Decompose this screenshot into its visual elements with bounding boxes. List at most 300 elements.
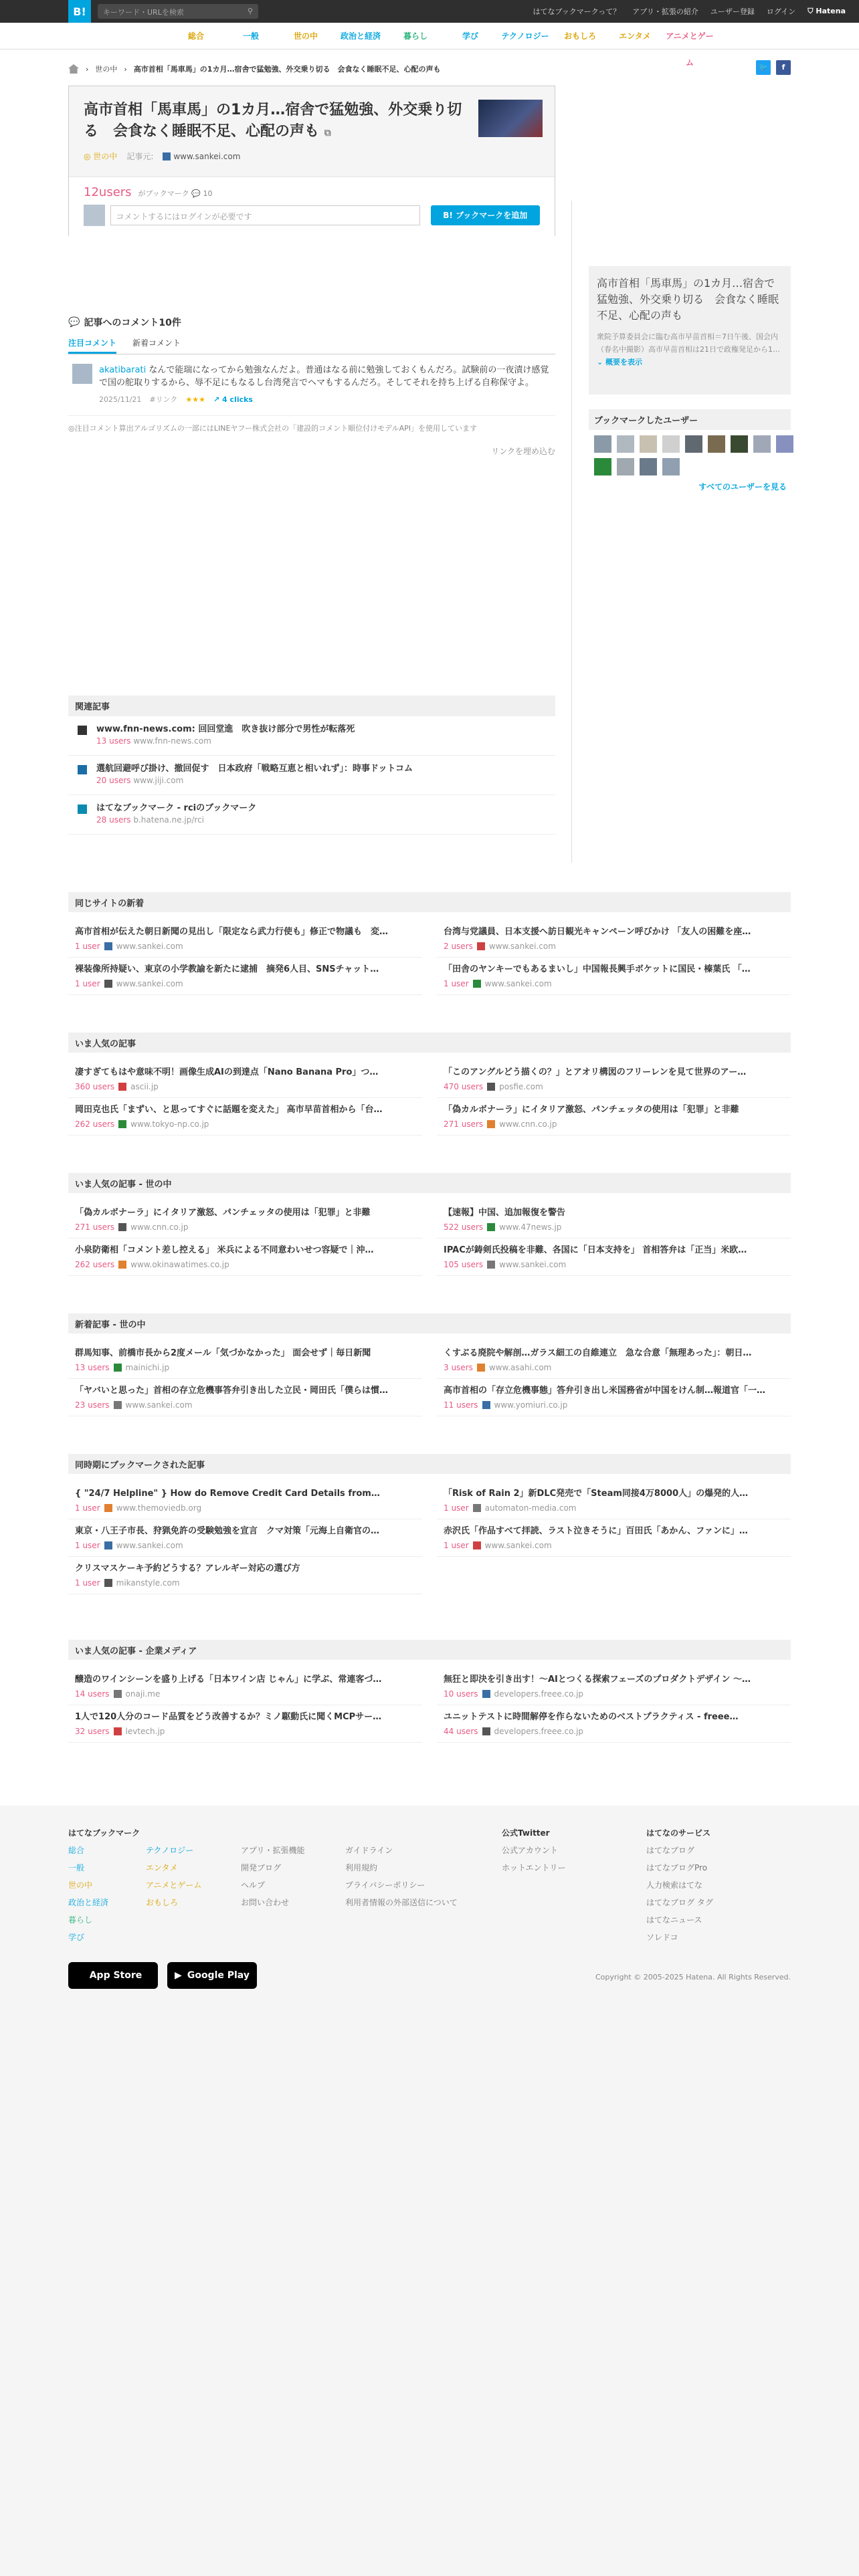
footer-link[interactable]: 開発ブログ — [241, 1863, 282, 1872]
footer-link[interactable]: ソレドコ — [646, 1933, 678, 1942]
comment-text: なんで能瑞になってから勉強なんだよ。普通はなる前に勉強しておくもんだろ。試験前の一夜漬け感覚で国の舵取りするから、辱不足にもなるし台湾発言でヘマもするんだろ。そしてそれを持ち上げる自称保守よ。 — [99, 365, 549, 388]
related-users[interactable]: 13 users — [96, 736, 131, 746]
algorithm-note: ◎注目コメント算出アルゴリズムの一部にはLINEヤフー株式会社の「建設的コメント順位付けモデルAPI」を使用しています — [68, 424, 478, 433]
footer-link[interactable]: 世の中 — [68, 1881, 93, 1890]
item-site[interactable]: www.sankei.com — [484, 1541, 552, 1550]
footer-link[interactable]: 総合 — [68, 1846, 85, 1855]
item-users[interactable]: 470 users — [444, 1082, 484, 1091]
footer-link[interactable]: はてなニュース — [646, 1915, 702, 1925]
item-site[interactable]: levtech.jp — [125, 1727, 165, 1736]
comment-link[interactable]: #リンク — [149, 395, 178, 404]
item-meta — [75, 1727, 415, 1736]
item-site[interactable]: www.yomiuri.co.jp — [494, 1400, 568, 1410]
user-avatar-grid — [589, 430, 791, 481]
entry-category[interactable]: ◎ 世の中 — [84, 152, 118, 161]
section-item[interactable] — [68, 1098, 422, 1136]
item-title[interactable]: 小泉防衛相「コメント差し控える」 米兵による不同意わいせつ容疑で｜沖… — [75, 1245, 374, 1255]
all-users-link[interactable]: すべてのユーザーを見る — [698, 482, 787, 492]
nav-login[interactable]: ログイン — [766, 7, 796, 16]
item-users[interactable]: 271 users — [444, 1119, 484, 1129]
footer-link[interactable]: お問い合わせ — [241, 1898, 290, 1907]
section-item[interactable] — [437, 1482, 791, 1519]
item-users[interactable]: 1 user — [75, 979, 100, 988]
footer-link[interactable]: アニメとゲーム — [146, 1881, 202, 1890]
search-icon[interactable]: ⚲ — [247, 7, 253, 15]
item-site[interactable]: www.okinawatimes.co.jp — [130, 1260, 229, 1269]
item-title[interactable]: 「Risk of Rain 2」新DLC発売で「Steam同接4万8000人」の爆発的人… — [444, 1489, 749, 1499]
footer-link[interactable]: ガイドライン — [345, 1846, 393, 1855]
item-meta — [444, 942, 784, 951]
item-title[interactable]: くすぶる廃院や解剖…ガラス細工の自維連立 急な合意「無理あった」：朝日… — [444, 1348, 752, 1358]
comment-date[interactable]: 2025/11/21 — [99, 395, 142, 404]
item-title[interactable]: 「ヤバいと思った」首相の存立危機事答弁引き出した立民・岡田氏「僕らは慣… — [75, 1386, 389, 1396]
category-nav — [0, 23, 859, 68]
source-label: 記事元: — [126, 152, 154, 161]
user-avatar[interactable] — [617, 458, 634, 475]
section-item[interactable] — [68, 1668, 422, 1705]
breadcrumb-title: 高市首相「馬車馬」の1カ月…宿舎で猛勉強、外交乗り切る 会食なく睡眠不足、心配の声も — [133, 65, 441, 74]
footer-link[interactable]: プライバシーポリシー — [345, 1881, 425, 1890]
category-tab[interactable]: 政治と経済 — [340, 31, 381, 41]
footer-link[interactable]: はてなブログPro — [646, 1863, 708, 1872]
footer-link[interactable]: はてなブログ — [646, 1846, 695, 1855]
item-site[interactable]: onaji.me — [125, 1689, 161, 1699]
site-favicon-icon — [118, 1223, 126, 1231]
section-item[interactable] — [68, 958, 422, 995]
section-item[interactable] — [68, 1061, 422, 1098]
item-site[interactable]: developers.freee.co.jp — [494, 1689, 584, 1699]
item-meta — [444, 1363, 784, 1372]
sidebar-desc-text: 衆院予算委員会に臨む高市早苗首相＝7日午後、国会内（春名中撮影）高市早苗首相は21日で政権発足から1… — [597, 332, 780, 354]
related-item[interactable] — [68, 716, 555, 756]
footer-col-services — [646, 1824, 713, 1946]
entry-thumbnail[interactable] — [478, 100, 543, 137]
search-input[interactable] — [98, 4, 258, 19]
item-users[interactable]: 23 users — [75, 1400, 110, 1410]
footer-col-categories — [146, 1842, 201, 1911]
item-site[interactable]: www.sankei.com — [499, 1260, 567, 1269]
item-users[interactable]: 1 user — [444, 1503, 469, 1513]
item-site[interactable]: developers.freee.co.jp — [494, 1727, 584, 1736]
user-avatar[interactable] — [594, 435, 611, 453]
item-site[interactable]: www.cnn.co.jp — [130, 1222, 189, 1232]
hatena-bookmark-logo[interactable]: B! — [68, 0, 91, 23]
related-section — [68, 695, 555, 835]
item-title[interactable]: 群馬知事、前橋市長から2度メール「気づかなかった」 面会せず｜毎日新聞 — [75, 1348, 371, 1358]
section-item[interactable] — [437, 1201, 791, 1239]
footer-link[interactable]: アプリ・拡張機能 — [241, 1846, 305, 1855]
footer-link[interactable]: おもしろ — [146, 1898, 179, 1907]
item-users[interactable]: 1 user — [75, 942, 100, 951]
section-item[interactable] — [437, 920, 791, 958]
entry-users — [84, 185, 540, 199]
item-meta — [444, 1689, 784, 1699]
footer-col-title: 公式Twitter — [502, 1828, 550, 1838]
comment-user[interactable]: akatibarati — [99, 365, 147, 375]
item-title[interactable]: 無狂と即決を引き出す！～AIとつくる探索フェーズのプロダクトデザイン 〜… — [444, 1675, 751, 1685]
site-favicon-icon — [104, 1504, 112, 1512]
item-users[interactable]: 1 user — [444, 1541, 469, 1550]
twitter-share-icon[interactable]: 🐦 — [756, 60, 771, 75]
user-avatar[interactable] — [640, 458, 657, 475]
item-users[interactable]: 11 users — [444, 1400, 478, 1410]
item-meta — [444, 1400, 784, 1410]
user-avatar[interactable] — [731, 435, 748, 453]
google-play-badge[interactable] — [167, 1962, 257, 1989]
item-users[interactable]: 13 users — [75, 1363, 110, 1372]
item-site[interactable]: www.cnn.co.jp — [499, 1119, 557, 1129]
item-site[interactable]: www.sankei.com — [125, 1400, 193, 1410]
item-users[interactable]: 1 user — [444, 979, 469, 988]
section-item[interactable] — [437, 1239, 791, 1276]
site-favicon-icon — [473, 980, 481, 988]
section-item[interactable] — [68, 1379, 422, 1416]
avatar — [84, 205, 105, 226]
footer-link[interactable]: 暮らし — [68, 1915, 93, 1925]
item-title[interactable]: 「偽カルボナーラ」にイタリア激怒、パンチェッタの使用は「犯罪」と非難 — [75, 1208, 371, 1218]
footer — [0, 1806, 859, 2576]
related-site[interactable]: b.hatena.ne.jp/rci — [133, 815, 204, 825]
item-site[interactable]: www.themoviedb.org — [116, 1503, 202, 1513]
item-meta — [75, 1503, 415, 1513]
hatena-brand[interactable]: ⛉ Hatena — [807, 7, 846, 15]
sidebar-title[interactable]: 高市首相「馬車馬」の1カ月…宿舎で猛勉強、外交乗り切る 会食なく睡眠不足、心配の声も — [597, 277, 779, 322]
section-heading: いま人気の記事 - 企業メディア — [68, 1640, 791, 1660]
item-users[interactable]: 1 user — [75, 1541, 100, 1550]
user-avatar[interactable] — [662, 458, 680, 475]
comment-icon: 💬 — [191, 189, 201, 198]
footer-link[interactable]: 政治と経済 — [68, 1898, 109, 1907]
related-heading: 関連記事 — [68, 695, 555, 716]
item-title[interactable]: 台湾与党議員、日本支援へ訪日観光キャンペーン呼びかけ 「友人の困難を座… — [444, 927, 751, 937]
section-grid — [68, 1201, 791, 1276]
section-heading: 同時期にブックマークされた記事 — [68, 1454, 791, 1474]
user-avatar[interactable] — [662, 435, 680, 453]
section-heading: 新着記事 - 世の中 — [68, 1313, 791, 1333]
footer-col-title: はてなのサービス — [646, 1828, 711, 1838]
item-title[interactable]: 醸造のワインシーンを盛り上げる「日本ワイン店 じゃん」に学ぶ、常連客づ… — [75, 1675, 382, 1685]
related-title[interactable]: はてなブックマーク - rciのブックマーク — [96, 803, 257, 813]
app-store-label: App Store — [89, 1970, 142, 1981]
site-favicon-icon — [473, 1541, 481, 1549]
related-site[interactable]: www.jiji.com — [133, 776, 184, 785]
item-site[interactable]: mikanstyle.com — [116, 1578, 180, 1588]
related-users[interactable]: 28 users — [96, 815, 131, 825]
share-buttons — [756, 60, 791, 75]
item-title[interactable]: 「偽カルボナーラ」にイタリア激怒、パンチェッタの使用は「犯罪」と非難 — [444, 1105, 739, 1115]
comment-input[interactable]: コメントするにはログインが必要です — [110, 205, 420, 225]
site-favicon-icon — [118, 1261, 126, 1269]
site-favicon-icon — [118, 1120, 126, 1128]
footer-link[interactable]: 一般 — [68, 1863, 85, 1872]
entry-source-label[interactable]: www.sankei.com — [173, 151, 241, 161]
item-site[interactable]: www.tokyo-np.co.jp — [130, 1119, 209, 1129]
category-tab[interactable]: 世の中 — [293, 31, 318, 41]
section-heading: 同じサイトの新着 — [68, 892, 791, 912]
section-item[interactable] — [437, 1379, 791, 1416]
item-title[interactable]: 凄すぎてもはや意味不明！画像生成AIの到達点「Nano Banana Pro」つ… — [75, 1067, 379, 1077]
site-favicon-icon — [487, 1223, 495, 1231]
home-icon[interactable] — [68, 64, 79, 74]
item-title[interactable]: 東京・八王子市長、狩猟免許の受験勉強を宣言 クマ対策「元海上自衛官の… — [75, 1526, 380, 1536]
item-users[interactable]: 271 users — [75, 1222, 115, 1232]
item-users[interactable]: 14 users — [75, 1689, 110, 1699]
item-title[interactable]: 岡田克也氏「まずい、と思ってすぐに話題を変えた」 高市早苗首相から「台… — [75, 1105, 383, 1115]
star-icon[interactable]: ★★★ — [185, 395, 205, 404]
related-item[interactable] — [68, 795, 555, 835]
item-title[interactable]: クリスマスケーキ予約どうする？アレルギー対応の選び方 — [75, 1564, 300, 1574]
item-users[interactable]: 360 users — [75, 1082, 115, 1091]
section-1 — [68, 1033, 791, 1136]
item-title[interactable]: IPACが鋳剣氏投稿を非難、各国に「日本支持を」 首相答弁は「正当」米欧… — [444, 1245, 747, 1255]
google-play-label: Google Play — [187, 1970, 250, 1981]
item-meta — [444, 1119, 784, 1129]
section-heading: いま人気の記事 — [68, 1033, 791, 1053]
embed-link[interactable]: リンクを埋め込む — [491, 447, 555, 456]
item-meta — [75, 1400, 415, 1410]
section-item[interactable] — [437, 1061, 791, 1098]
column-divider — [571, 201, 572, 863]
related-meta — [96, 736, 355, 746]
category-tab[interactable]: 暮らし — [403, 31, 427, 41]
item-site[interactable]: posfie.com — [499, 1082, 543, 1091]
item-site[interactable]: www.sankei.com — [488, 942, 556, 951]
user-avatar[interactable] — [685, 435, 702, 453]
item-title[interactable]: 【速報】中国、追加報復を警告 — [444, 1208, 566, 1218]
hatena-brand-label: Hatena — [816, 7, 846, 15]
category-tab[interactable]: アニメとゲーム — [666, 31, 714, 68]
user-avatar[interactable] — [776, 435, 793, 453]
item-site[interactable]: www.47news.jp — [499, 1222, 562, 1232]
footer-link[interactable]: 学び — [68, 1933, 85, 1942]
section-grid — [68, 1061, 791, 1136]
section-item[interactable] — [68, 1482, 422, 1519]
item-site[interactable]: www.sankei.com — [116, 1541, 183, 1550]
item-users[interactable]: 1 user — [75, 1503, 100, 1513]
top-nav — [533, 0, 846, 23]
item-title[interactable]: 「田舎のヤンキーでもあるまいし」中国報長興手ボケットに国民・榛葉氏 「… — [444, 964, 751, 974]
footer-link[interactable]: 人力検索はてな — [646, 1881, 703, 1890]
site-favicon-icon — [104, 1541, 112, 1549]
user-avatar[interactable] — [753, 435, 771, 453]
item-site[interactable]: www.sankei.com — [116, 979, 183, 988]
site-favicon-icon — [482, 1727, 490, 1735]
item-meta — [75, 1119, 415, 1129]
item-meta — [444, 1503, 784, 1513]
item-users[interactable]: 3 users — [444, 1363, 473, 1372]
footer-link[interactable]: ホットエントリー — [502, 1863, 566, 1872]
footer-link[interactable]: 利用者情報の外部送信について — [345, 1898, 458, 1907]
site-favicon-icon — [114, 1364, 122, 1372]
section-2 — [68, 1173, 791, 1276]
item-site[interactable]: mainichi.jp — [125, 1363, 170, 1372]
footer-col-guidelines — [345, 1842, 458, 1911]
nav-apps[interactable]: アプリ・拡張の紹介 — [632, 7, 698, 16]
footer-link[interactable]: エンタメ — [146, 1863, 178, 1872]
section-grid — [68, 1341, 791, 1416]
site-favicon-icon — [78, 765, 87, 774]
entry-title[interactable] — [84, 100, 472, 144]
site-favicon-icon — [114, 1690, 122, 1698]
item-title[interactable]: 1人で120人分のコード品質をどう改善するか？ミノ駆動氏に聞くMCPサー… — [75, 1712, 382, 1722]
sidebar-users — [589, 409, 791, 492]
item-site[interactable]: www.asahi.com — [488, 1363, 552, 1372]
item-title[interactable]: { "24/7 Helpline" } How do Remove Credit Card Details from… — [75, 1489, 380, 1499]
nav-register[interactable]: ユーザー登録 — [710, 7, 755, 16]
related-title[interactable]: 選航回避呼び掛け、撤回促す 日本政府「戦略互恵と相いれず」：時事ドットコム — [96, 764, 413, 774]
site-favicon-icon — [104, 980, 112, 988]
site-favicon-icon — [78, 804, 87, 814]
item-meta — [444, 979, 784, 988]
footer-link[interactable]: 公式アカウント — [502, 1846, 558, 1855]
sidebar-desc — [597, 330, 783, 368]
item-site[interactable]: www.sankei.com — [116, 942, 183, 951]
show-summary-link[interactable]: ⌄ 概要を表示 — [597, 358, 643, 366]
facebook-share-icon[interactable]: f — [776, 60, 791, 75]
item-users[interactable]: 10 users — [444, 1689, 478, 1699]
item-title[interactable]: 高市首相の「存立危機事態」答弁引き出し米国務省が中国をけん制…報道官「一… — [444, 1386, 766, 1396]
item-title[interactable]: 高市首相が伝えた朝日新聞の見出し「限定なら武力行使も」修正で物議も 変… — [75, 927, 389, 937]
item-title[interactable]: 「このアングルどう描くの？」とアオリ構図のフリーレンを見て世界のアー… — [444, 1067, 747, 1077]
breadcrumb-category[interactable]: 世の中 — [95, 65, 118, 74]
item-users[interactable]: 32 users — [75, 1727, 110, 1736]
site-favicon-icon — [104, 942, 112, 950]
section-item[interactable] — [437, 1705, 791, 1743]
section-item[interactable] — [437, 1098, 791, 1136]
comments-heading-text: 記事へのコメント10件 — [84, 318, 181, 328]
item-users[interactable]: 105 users — [444, 1260, 484, 1269]
show-summary-label[interactable]: 概要を表示 — [605, 358, 643, 366]
clicks-label[interactable]: 4 clicks — [222, 395, 253, 404]
related-users[interactable]: 20 users — [96, 776, 131, 785]
section-item[interactable] — [68, 1341, 422, 1379]
site-favicon-icon — [104, 1579, 112, 1587]
app-store-badge[interactable] — [68, 1962, 158, 1989]
item-meta — [444, 1082, 784, 1091]
section-item[interactable] — [68, 1519, 422, 1557]
breadcrumb-sep-icon: › — [124, 64, 127, 74]
item-title[interactable]: 赤沢氏「作品すべて拝読、ラスト泣きそうに」百田氏「あかん、ファンに」… — [444, 1526, 748, 1536]
section-4 — [68, 1454, 791, 1594]
footer-link[interactable]: はてなブログ タグ — [646, 1898, 713, 1907]
section-item[interactable] — [68, 1557, 422, 1594]
item-meta — [444, 1260, 784, 1269]
users-count[interactable]: 12users — [84, 185, 132, 199]
section-grid — [68, 1668, 791, 1743]
related-item[interactable] — [68, 756, 555, 795]
site-favicon-icon — [114, 1727, 122, 1735]
footer-link[interactable]: 利用規約 — [345, 1863, 378, 1872]
add-bookmark-button[interactable]: B! ブックマークを追加 — [431, 205, 540, 225]
section-item[interactable] — [437, 1519, 791, 1557]
play-icon: ▶ — [175, 1970, 182, 1981]
section-3 — [68, 1313, 791, 1416]
category-tab[interactable]: 総合 — [187, 31, 204, 41]
section-item[interactable] — [437, 1341, 791, 1379]
nav-about[interactable]: はてなブックマークって？ — [533, 7, 621, 16]
site-favicon-icon — [487, 1120, 495, 1128]
item-meta — [75, 1222, 415, 1232]
clicks-count[interactable]: ↗ 4 clicks — [213, 395, 253, 404]
section-grid — [68, 1482, 791, 1594]
external-link-icon[interactable]: ⧉ — [324, 128, 331, 138]
section-item[interactable] — [437, 958, 791, 995]
section-heading: いま人気の記事 - 世の中 — [68, 1173, 791, 1193]
user-avatar[interactable] — [594, 458, 611, 475]
category-tab[interactable]: エンタメ — [619, 31, 651, 41]
footer-link[interactable]: テクノロジー — [146, 1846, 194, 1855]
footer-col-title: はてなブックマーク — [68, 1828, 140, 1838]
item-users[interactable]: 1 user — [75, 1578, 100, 1588]
top-bar — [0, 0, 859, 23]
item-site[interactable]: automaton-media.com — [484, 1503, 577, 1513]
item-title[interactable]: 裸装像所持疑い、東京の小学教諭を新たに逮捕 摘発6人目、SNSチャット… — [75, 964, 379, 974]
item-meta — [75, 1260, 415, 1269]
section-item[interactable] — [68, 1201, 422, 1239]
category-tab[interactable]: おもしろ — [563, 31, 596, 41]
footer-link[interactable]: ヘルプ — [241, 1881, 266, 1890]
related-title[interactable]: www.fnn-news.com: 回回堂進 吹き抜け部分で男性が転落死 — [96, 724, 355, 734]
user-avatar[interactable] — [617, 435, 634, 453]
section-item[interactable] — [68, 1705, 422, 1743]
site-favicon-icon — [78, 726, 87, 735]
entry-category-label[interactable]: 世の中 — [93, 152, 118, 161]
item-meta — [75, 1082, 415, 1091]
category-tab[interactable]: テクノロジー — [501, 31, 549, 41]
category-tab[interactable]: 一般 — [242, 31, 259, 41]
user-avatar[interactable] — [640, 435, 657, 453]
comments-heading — [68, 316, 555, 329]
section-item[interactable] — [437, 1668, 791, 1705]
site-favicon-icon — [487, 1083, 495, 1091]
app-badges — [68, 1962, 257, 1989]
item-users[interactable]: 262 users — [75, 1119, 115, 1129]
item-users[interactable]: 44 users — [444, 1727, 478, 1736]
entry-card — [68, 86, 555, 236]
entry-title-text[interactable]: 高市首相「馬車馬」の1カ月…宿舎で猛勉強、外交乗り切る 会食なく睡眠不足、心配の声も — [84, 102, 462, 140]
site-favicon-icon — [487, 1261, 495, 1269]
user-avatar[interactable] — [708, 435, 725, 453]
item-meta — [75, 942, 415, 951]
section-item[interactable] — [68, 920, 422, 958]
section-grid — [68, 920, 791, 995]
item-meta — [444, 1541, 784, 1550]
tab-new-comments[interactable]: 新着コメント — [132, 338, 181, 348]
sankei-favicon-icon — [163, 152, 171, 160]
item-users[interactable]: 262 users — [75, 1260, 115, 1269]
item-meta — [75, 1578, 415, 1588]
comment-count: 10 — [203, 189, 213, 198]
related-site[interactable]: www.fnn-news.com — [133, 736, 211, 746]
footer-col-twitter — [502, 1824, 566, 1876]
item-meta — [75, 1541, 415, 1550]
entry-source[interactable] — [163, 152, 240, 161]
item-title[interactable]: ユニットテストに時間解停を作らないためのベストプラクティス - freee… — [444, 1712, 739, 1722]
category-tab[interactable]: 学び — [462, 31, 478, 41]
tab-popular-comments[interactable]: 注目コメント — [68, 337, 116, 354]
section-item[interactable] — [68, 1239, 422, 1276]
item-users[interactable]: 2 users — [444, 942, 473, 951]
item-users[interactable]: 522 users — [444, 1222, 484, 1232]
item-meta — [75, 1689, 415, 1699]
item-site[interactable]: ascii.jp — [130, 1082, 159, 1091]
avatar[interactable] — [72, 364, 92, 384]
related-meta — [96, 815, 256, 825]
copyright: Copyright © 2005-2025 Hatena. All Rights Reserved. — [595, 1973, 791, 1981]
comment-item — [68, 354, 555, 416]
footer-col-bookmark — [68, 1824, 140, 1946]
item-site[interactable]: www.sankei.com — [484, 979, 552, 988]
